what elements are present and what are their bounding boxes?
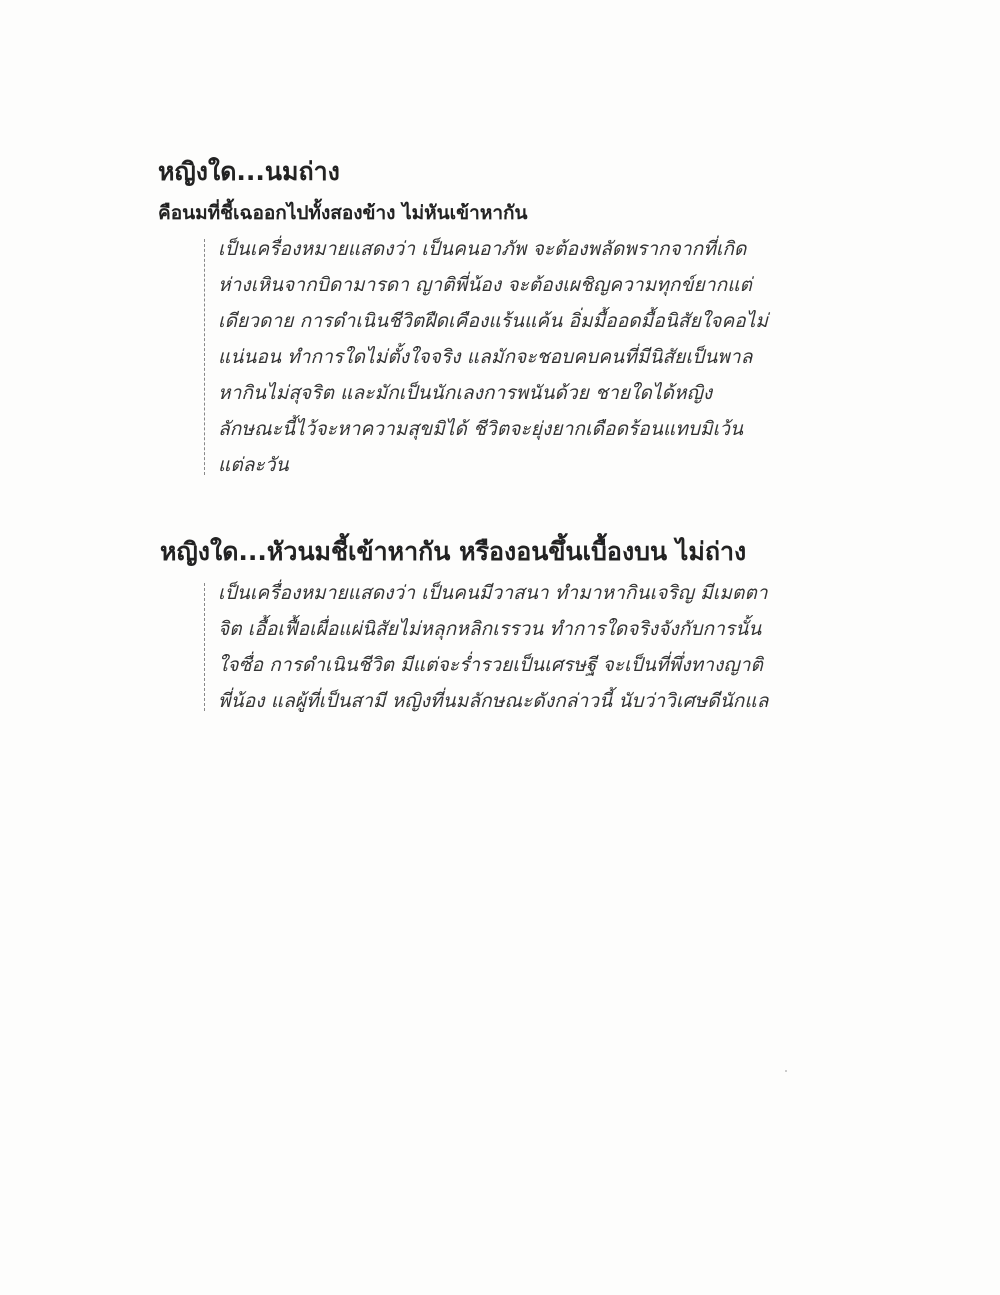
body-line: ห่างเหินจากบิดามารดา ญาติพี่น้อง จะต้องเผชิญความทุกข์ยากแต่ <box>218 274 752 296</box>
section-body <box>204 575 808 719</box>
body-line: เป็นเครื่องหมายแสดงว่า เป็นคนอาภัพ จะต้องพลัดพรากจากที่เกิด <box>218 238 747 260</box>
body-line: แน่นอน ทำการใดไม่ตั้งใจจริง แลมักจะชอบคบคนที่มีนิสัยเป็นพาล <box>218 346 753 368</box>
section-wide-breasts <box>158 155 798 483</box>
body-line: จิต เอื้อเฟื้อเผื่อแผ่นิสัยไม่หลุกหลิกเรรวน ทำการใดจริงจังกับการนั้น <box>218 618 762 640</box>
body-line: เดียวดาย การดำเนินชีวิตฝืดเคืองแร้นแค้น อิ่มมื้ออดมื้อนิสัยใจคอไม่ <box>218 310 769 332</box>
body-line: ลักษณะนี้ไว้จะหาความสุขมิได้ ชีวิตจะยุ่งยากเดือดร้อนแทบมิเว้น <box>218 418 744 440</box>
body-line: หากินไม่สุจริต และมักเป็นนักเลงการพนันด้วย ชายใดได้หญิง <box>218 382 713 404</box>
section-body <box>204 231 808 483</box>
section-subheading: คือนมที่ชี้เฉออกไปทั้งสองข้าง ไม่หันเข้าหากัน <box>158 202 528 224</box>
section-heading: หญิงใด...นมถ่าง <box>158 157 340 186</box>
body-line: แต่ละวัน <box>218 454 289 476</box>
section-heading: หญิงใด...หัวนมชี้เข้าหากัน หรืองอนขึ้นเบื้องบน ไม่ถ่าง <box>160 537 747 566</box>
body-line: เป็นเครื่องหมายแสดงว่า เป็นคนมีวาสนา ทำมาหากินเจริญ มีเมตตา <box>218 582 768 604</box>
body-line: พี่น้อง แลผู้ที่เป็นสามี หญิงที่นมลักษณะดังกล่าวนี้ นับว่าวิเศษดีนักแล <box>218 690 769 712</box>
body-line: ใจซื่อ การดำเนินชีวิต มีแต่จะร่ำรวยเป็นเศรษฐี จะเป็นที่พึ่งทางญาติ <box>218 654 763 676</box>
section-converging-nipples <box>158 535 798 719</box>
scan-speck <box>785 1070 787 1072</box>
